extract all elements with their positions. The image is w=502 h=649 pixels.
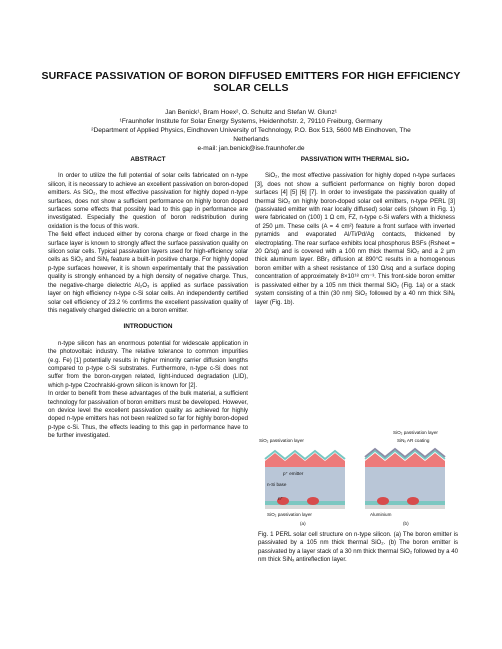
- panel-b: [365, 449, 445, 509]
- intro-paragraph-2: In order to benefit from these advantages of the bulk material, a sufficient technology for passivation of boron emitters must be developed. However, on device level the excellent passivation quality as achieved for highly doped n-type emitters has not been realized so far for highly boron-doped p-type c-Si. Thus, the effects leading to this gap in performance have to be further investigated.: [48, 390, 248, 440]
- intro-paragraph-1: n-type silicon has an enormous potential for widescale application in the photovoltaic industry. The relative tolerance to common impurities (e.g. Fe) [1] potentially results in higher minority carrier diffusion lengths compared to p-type c-Si substrates. Furthermore, n-type c-Si does not suffer from the boron-oxygen related, light-induced degradation (LID), which p-type Czochralski-grown silicon is known for [2].: [48, 339, 248, 389]
- author-block: [40, 108, 462, 153]
- abstract-paragraph-2: The field effect induced either by corona charge or fixed charge in the surface layer is known to strongly affect the surface passivation quality on silicon solar cells. Typical passivation layers used for high-efficiency solar cells as SiO₂ and SiNₓ feature a built-in positive charge. For highly doped p-type surfaces however, it is shown experimentally that the passivation quality is strongly enhanced by a high density of negative charge. Thus, the negative-charge dielectric Al₂O₃ is applied as surface passivation layer on high efficiency n-type c-Si solar cells. An independently certified solar cell efficiency of 23.2 % confirms the excellent passivation quality of this negatively charged dielectric on a boron emitter.: [48, 231, 248, 314]
- label-aluminium: Aluminium: [370, 512, 392, 517]
- author-names: Jan Benick¹, Bram Hoex², O. Schultz and Stefan W. Glunz¹: [165, 109, 337, 116]
- label-sio2-left: SiO₂ passivation layer: [259, 438, 304, 443]
- base-b: [365, 467, 445, 505]
- label-sio2-top: SiO₂ passivation layer: [393, 430, 438, 435]
- local-bsf-b1: [377, 497, 389, 505]
- aluminium-b: [365, 505, 445, 509]
- affiliation-1: ¹Fraunhofer Institute for Solar Energy Systems, Heidenhofstr. 2, 79110 Freiburg, Germany: [119, 118, 383, 125]
- rear-sio2-a: [265, 501, 345, 505]
- local-bsf-b2: [407, 497, 419, 505]
- title-line-1: SURFACE PASSIVATION OF BORON DIFFUSED EMITTERS FOR HIGH EFFICIENCY: [41, 70, 461, 82]
- introduction-heading: INTRODUCTION: [123, 323, 173, 331]
- paper-title: [40, 70, 462, 94]
- label-base: n-Si base: [267, 482, 287, 487]
- sio2-section-heading: PASSIVATION WITH THERMAL SiO₂: [300, 156, 410, 163]
- left-column: [48, 156, 248, 441]
- figure-1-caption: Fig. 1 PERL solar cell structure on n-type silicon. (a) The boron emitter is passivated by a 105 nm thick thermal SiO₂. (b) The boron emitter is passivated by a layer stack of a 30 nm thick thermal SiO₂ followed by a 40 nm thick SiNₓ antireflection layer.: [258, 531, 458, 564]
- sio2-paragraph-1: SiO₂, the most effective passivation for highly doped n-type surfaces [3], does not show a sufficient performance on highly boron doped surfaces [4] [5] [6] [7]. In order to investigate the passivation quality of thermal SiO₂ on highly boron-doped solar cell emitters, n-type PERL [3] (passivated emitter with rear locally diffused) solar cells (shown in Fig. 1) were fabricated on (100) 1 Ω cm, FZ, n-type c-Si wafers with a thickness of 250 µm. These cells (A = 4 cm²) feature a front surface with inverted pyramids and evaporated Al/Ti/Pd/Ag contacts, thickened by electroplating. The rear surface exhibits local phosphorus BSFs (Rsheet = 20 Ω/sq) and is covered with a 100 nm thick thermal SiO₂ and a 2 µm thick aluminum layer. BBr₃ diffusion at 890°C results in a homogenous boron emitter with a sheet resistance of 130 Ω/sq and a surface doping concentration of approximately 8×10¹⁸ cm⁻³. This front-side boron emitter is passivated either by a 105 nm thick thermal SiO₂ (Fig. 1a) or a stack system consisting of a thin (30 nm) SiO₂ followed by a 40 nm thick SiNₓ layer (Fig. 1b).: [255, 172, 455, 306]
- right-column: [255, 156, 455, 307]
- label-sinx: SiNₓ AR coating: [397, 438, 430, 443]
- local-bsf-a2: [307, 497, 319, 505]
- affiliation-2: ²Department of Applied Physics, Eindhoven University of Technology, P.O. Box 513, 5600 MB Eindhoven, The: [91, 127, 411, 134]
- abstract-paragraph-1: In order to utilize the full potential of solar cells fabricated on n-type silicon, it is necessary to achieve an excellent passivation on boron-doped emitters. As SiO₂, the most effective passivation for highly doped n-type surfaces, does not show a sufficient performance on highly boron doped surfaces some effects that possibly lead to this gap in performance are investigated. Especially the question of boron redistribution during oxidation is the focus of this work.: [48, 172, 248, 230]
- panel-a-label: (a): [300, 521, 306, 526]
- emitter-layer-b: [365, 453, 445, 467]
- panel-a: [265, 451, 345, 509]
- label-emitter: p⁺ emitter: [283, 471, 304, 476]
- label-rear-sio2: SiO₂ passivation layer: [267, 512, 312, 517]
- abstract-heading: ABSTRACT: [130, 156, 166, 163]
- panel-b-label: (b): [403, 521, 409, 526]
- label-n-plus: n⁺: [278, 496, 283, 501]
- affiliation-2-cont: Netherlands: [233, 136, 269, 143]
- aluminium-a: [265, 505, 345, 509]
- author-email: e-mail: jan.benick@ise.fraunhofer.de: [197, 145, 305, 152]
- title-line-2: SOLAR CELLS: [213, 82, 289, 94]
- figure-1: [255, 430, 461, 526]
- rear-sio2-b: [365, 501, 445, 505]
